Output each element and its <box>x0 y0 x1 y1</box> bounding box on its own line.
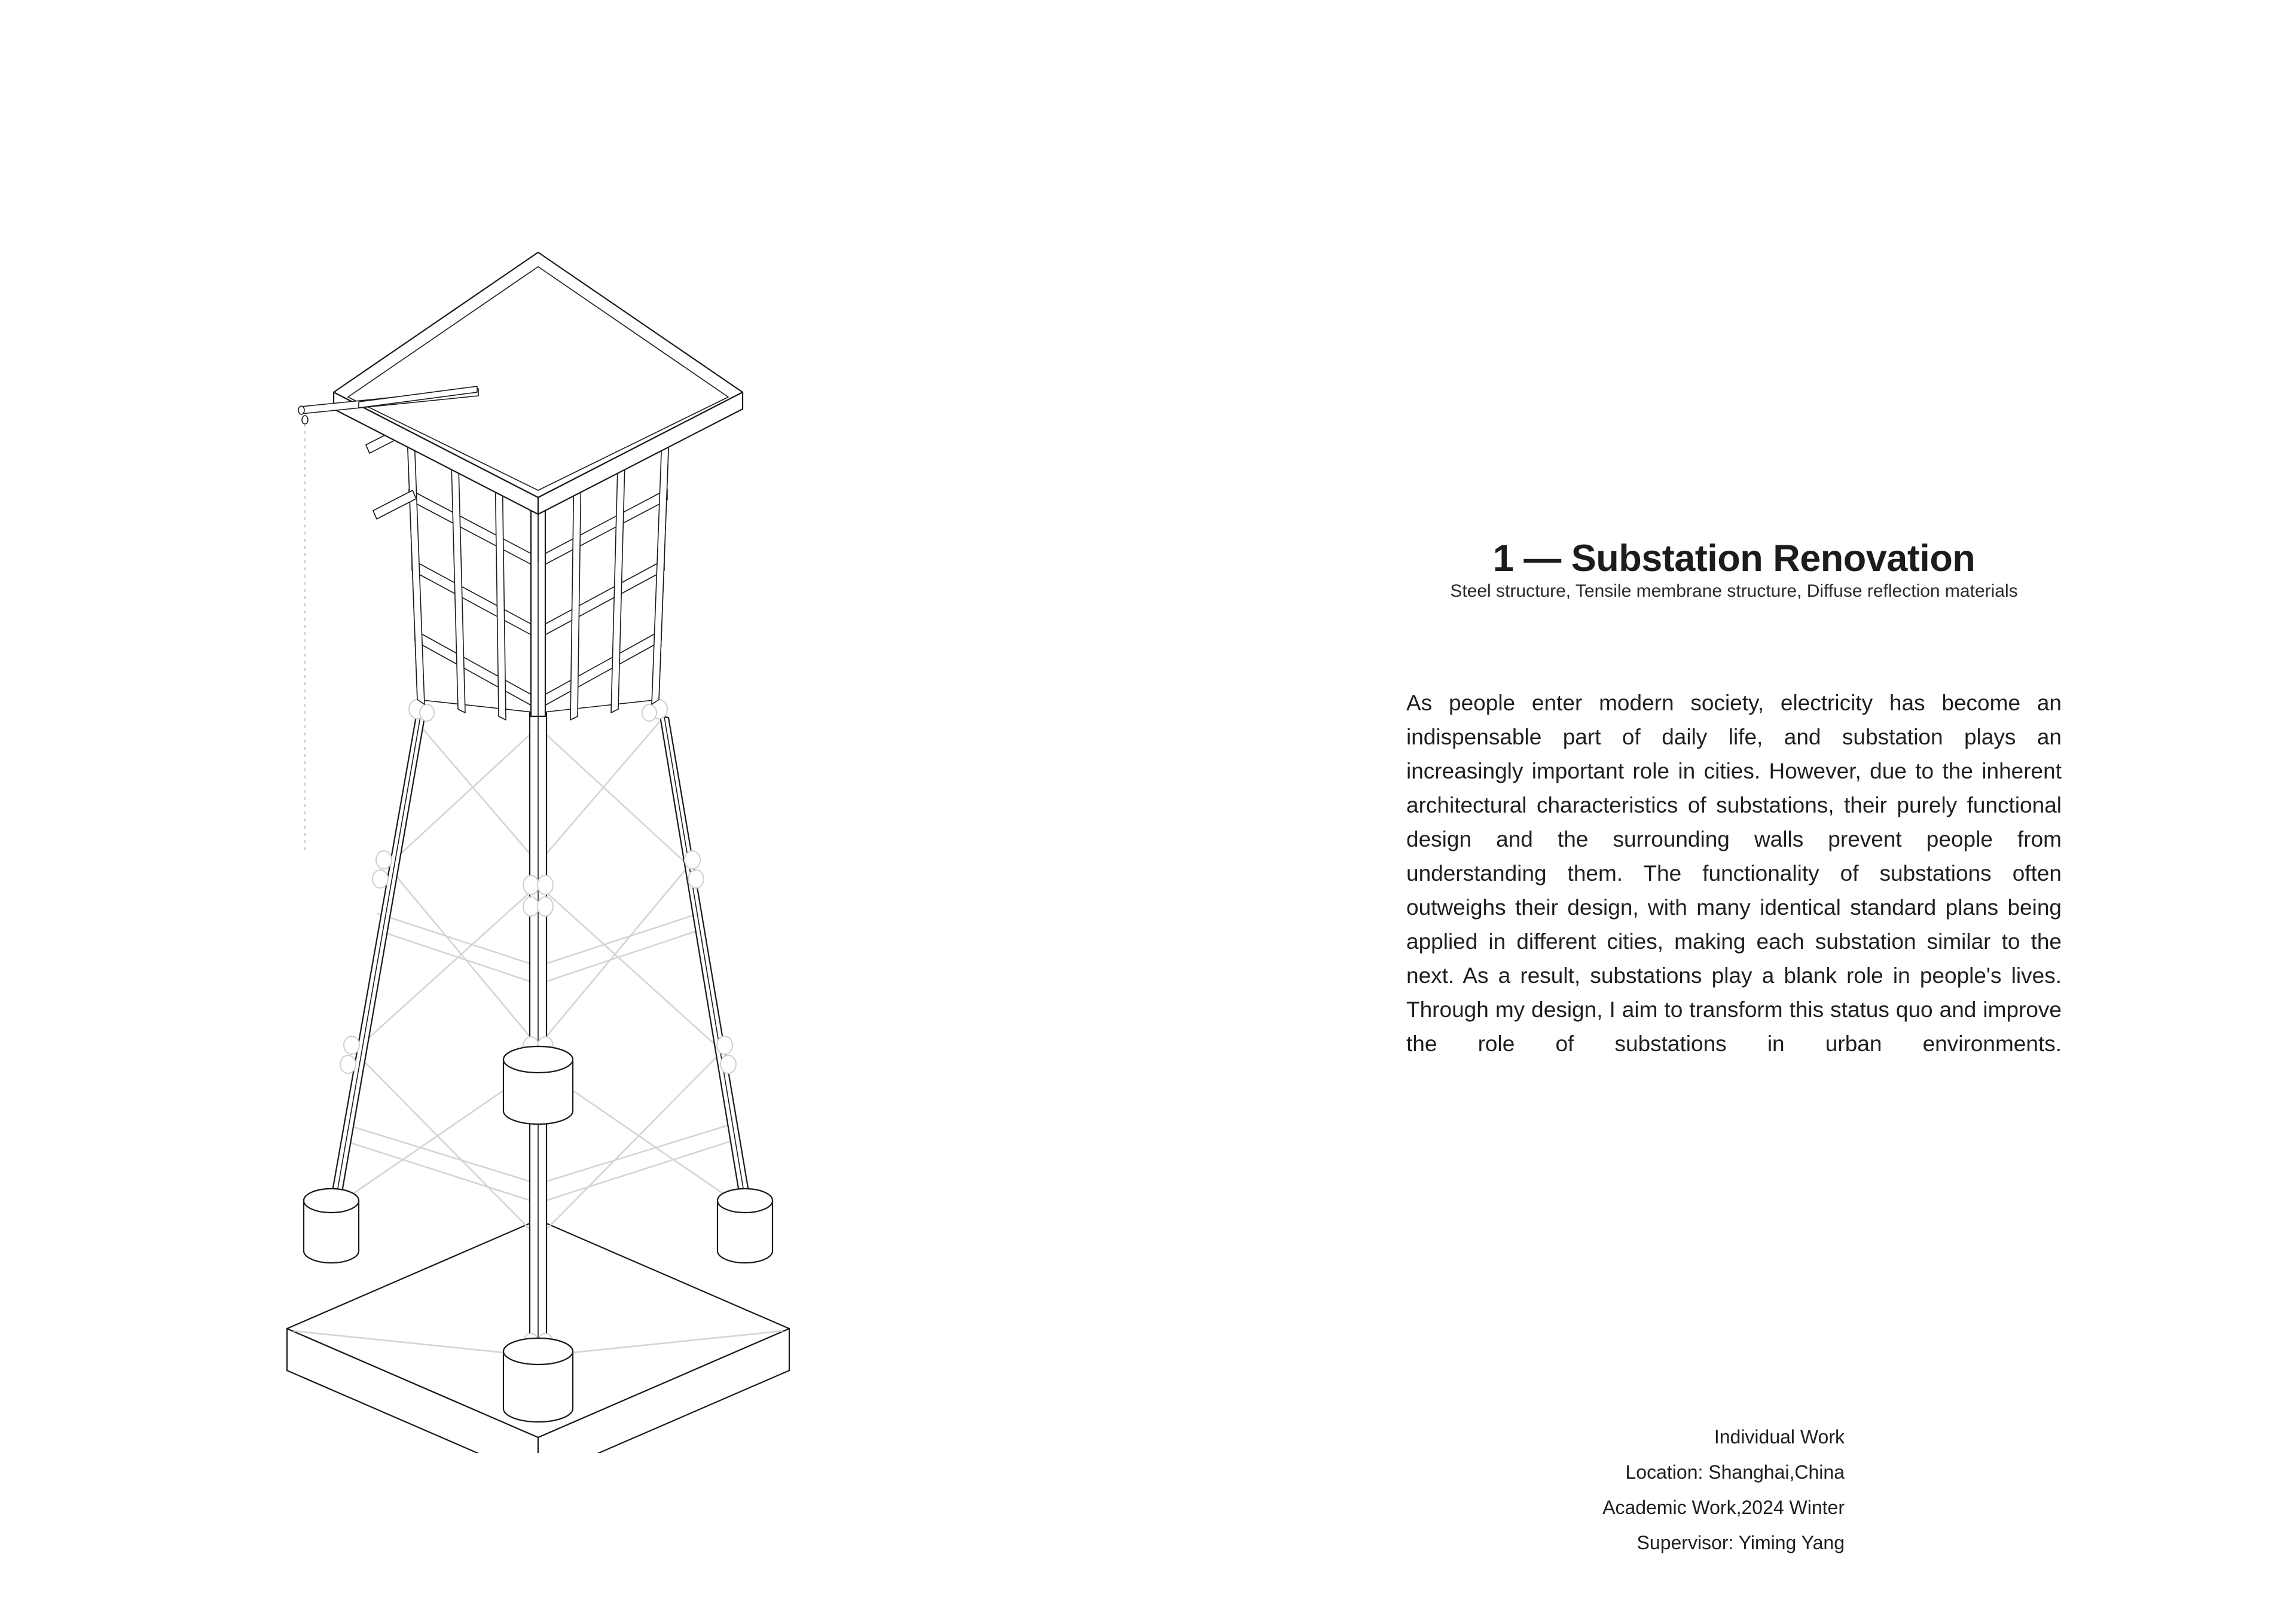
footing-front <box>503 1338 573 1422</box>
project-description: As people enter modern society, electricity has become an indispensable part of daily life, and substation plays an increasingly important role in cities. However, due to the inherent architectural characteristics of substations, their purely functional design and the surrounding walls prevent people from understanding them. The functionality of substations often outweighs their design, with many identical standard plans being applied in different cities, making each substation similar to the next. As a result, substations play a blank role in people's lives. Through my design, I aim to transform this status quo and improve the role of substations in urban environments. <box>1406 691 2062 1056</box>
footing-mid-mast <box>503 1046 573 1124</box>
roof-slab <box>334 252 743 514</box>
page-title: 1 — Substation Renovation <box>1492 538 1976 580</box>
credit-line-work-type: Individual Work <box>1714 1426 1845 1448</box>
footing-right <box>718 1189 773 1263</box>
credits-block <box>1406 1420 1845 1561</box>
tower-leg-right <box>660 716 752 1214</box>
project-subtitle: Steel structure, Tensile membrane structure, Diffuse reflection materials <box>1450 581 2018 601</box>
plumb-guide-line <box>302 416 308 854</box>
central-mast <box>530 700 546 1369</box>
credit-line-academic: Academic Work,2024 Winter <box>1602 1497 1845 1518</box>
text-panel <box>1406 0 2062 1624</box>
credit-line-location: Location: Shanghai,China <box>1625 1461 1845 1483</box>
substation-tower-axonometric <box>227 227 933 1453</box>
tower-leg-back <box>329 716 425 1213</box>
footing-left <box>304 1189 359 1263</box>
credit-line-supervisor: Supervisor: Yiming Yang <box>1636 1532 1845 1553</box>
